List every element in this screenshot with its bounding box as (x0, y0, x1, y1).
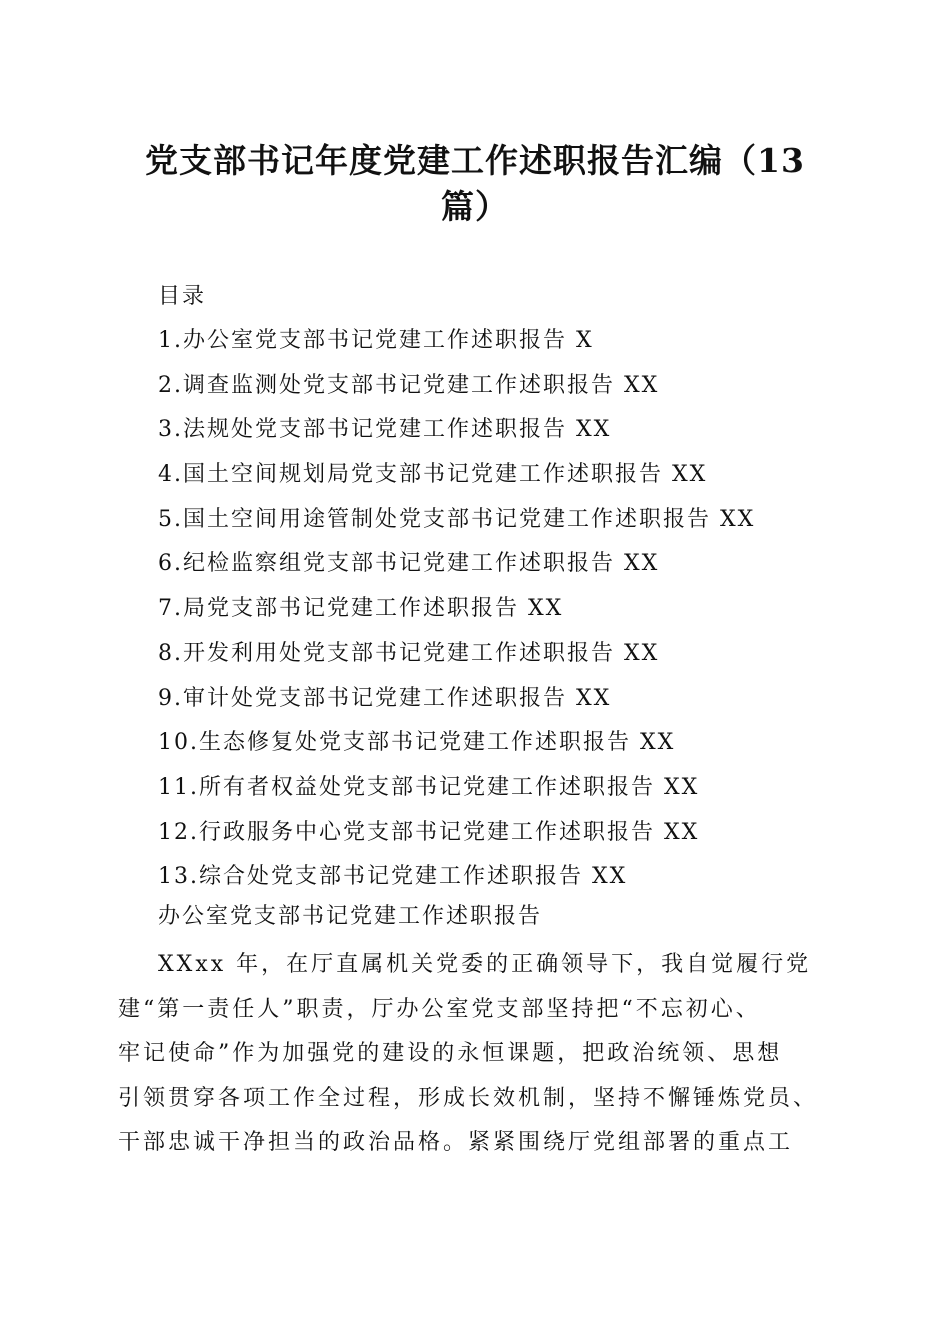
toc-item: 9.审计处党支部书记党建工作述职报告 XX (158, 685, 612, 711)
body-line: 引领贯穿各项工作全过程，形成长效机制，坚持不懈锤炼党员、 (118, 1085, 819, 1111)
document-title (90, 138, 860, 230)
title-line-1: 党支部书记年度党建工作述职报告汇编（13 (145, 141, 805, 180)
body-paragraph (118, 948, 832, 1171)
toc-item: 11.所有者权益处党支部书记党建工作述职报告 XX (158, 774, 700, 800)
body-line: 建“第一责任人”职责，厅办公室党支部坚持把“不忘初心、 (118, 996, 761, 1022)
toc-item: 4.国土空间规划局党支部书记党建工作述职报告 XX (158, 462, 708, 488)
toc-item: 2.调查监测处党支部书记党建工作述职报告 XX (158, 372, 660, 398)
table-of-contents (158, 280, 858, 905)
toc-item: 5.国土空间用途管制处党支部书记党建工作述职报告 XX (158, 506, 756, 532)
toc-item: 10.生态修复处党支部书记党建工作述职报告 XX (158, 730, 676, 756)
toc-item: 8.开发利用处党支部书记党建工作述职报告 XX (158, 640, 660, 666)
toc-item: 13.综合处党支部书记党建工作述职报告 XX (158, 864, 628, 890)
section-heading: 办公室党支部书记党建工作述职报告 (158, 904, 543, 929)
body-line: XXxx 年，在厅直属机关党委的正确领导下，我自觉履行党 (158, 952, 812, 977)
toc-heading: 目录 (158, 284, 207, 309)
toc-item: 7.局党支部书记党建工作述职报告 XX (158, 596, 564, 622)
toc-item: 1.办公室党支部书记党建工作述职报告 X (158, 328, 594, 353)
toc-item: 6.纪检监察组党支部书记党建工作述职报告 XX (158, 551, 660, 577)
toc-item: 3.法规处党支部书记党建工作述职报告 XX (158, 417, 612, 443)
title-line-2: 篇） (441, 187, 509, 226)
toc-item: 12.行政服务中心党支部书记党建工作述职报告 XX (158, 819, 700, 845)
body-line: 牢记使命”作为加强党的建设的永恒课题，把政治统领、思想 (118, 1041, 783, 1066)
body-line: 干部忠诚干净担当的政治品格。紧紧围绕厅党组部署的重点工 (118, 1130, 794, 1155)
